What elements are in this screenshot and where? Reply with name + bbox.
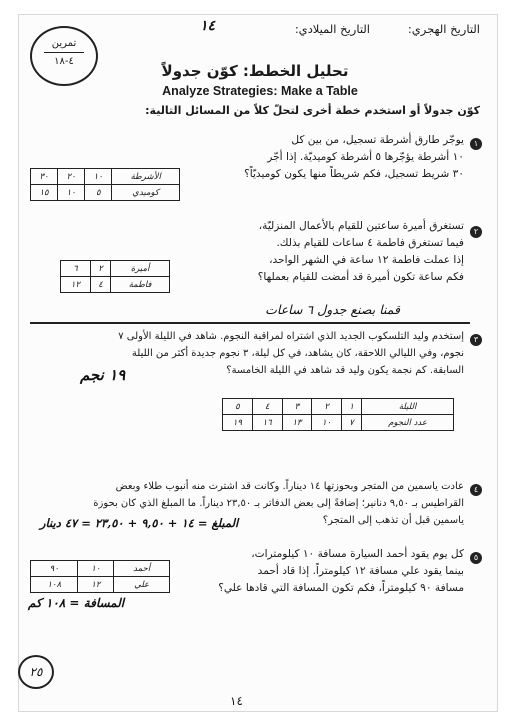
table-cell: ١٠٨ <box>31 577 78 593</box>
table-row <box>61 277 170 293</box>
problem-4-line: عادت ياسمين من المتجر وبحوزتها ١٤ ديناراً. وكانت قد اشترت منه أنبوب طلاء وبعض <box>115 481 464 492</box>
table-cell: ٥ <box>85 185 112 201</box>
problem-number-5: ٥ <box>470 552 482 564</box>
table-cell: ١٠ <box>312 415 342 431</box>
table-row <box>31 185 180 201</box>
gregorian-date-label: التاريخ الميلادي: <box>294 22 370 36</box>
table-row <box>223 415 454 431</box>
problem-2-line: إذا عملت فاطمة ١٢ ساعة في الشهر الواحد، <box>269 254 464 266</box>
page-number: ١٤ <box>230 694 243 708</box>
table-cell: ١ <box>341 399 361 415</box>
problem-1-line: ١٠ أشرطة يؤجّرها ٥ أشرطة كوميديّة. إذا أجّر <box>267 151 464 163</box>
table-cell: ٧ <box>341 415 361 431</box>
table-cell: ٣ <box>282 399 312 415</box>
problem-4-line: ياسمين قبل أن تذهب إلى المتجر؟ <box>322 515 464 526</box>
problem-2-table <box>60 260 170 293</box>
table-cell: الأشرطة <box>112 169 180 185</box>
problem-number-1: ١ <box>470 138 482 150</box>
problem-number-3: ٣ <box>470 334 482 346</box>
exercise-badge <box>30 26 98 86</box>
table-cell: ١٠ <box>58 185 85 201</box>
problem-5-line: بينما يقود علي مسافة ١٢ كيلومتراً. إذا قاد أحمد <box>257 565 464 577</box>
table-row <box>61 261 170 277</box>
table-cell: ٣٠ <box>31 169 58 185</box>
problem-1-line: ٣٠ شريط تسجيل، فكم شريطاً منها يكون كوميديّاً؟ <box>244 168 464 180</box>
page-title-english: Analyze Strategies: Make a Table <box>162 84 358 98</box>
problem-2-text <box>144 218 464 286</box>
table-cell: الليلة <box>362 399 454 415</box>
problem-2-line: فكم ساعة تكون أميرة قد أمضت للقيام بعملها؟ <box>257 271 464 283</box>
problem-5-answer: المسافة = ١٠٨ كم <box>28 596 125 610</box>
table-cell: ٩٠ <box>31 561 78 577</box>
table-row <box>31 169 180 185</box>
page-circle-number: ٢٥ <box>18 655 54 689</box>
problem-number-4: ٤ <box>470 484 482 496</box>
table-cell: علي <box>114 577 170 593</box>
problem-5-table <box>30 560 170 593</box>
problem-3-line: نجوم، وفي الليالي اللاحقة، كان يشاهد، في كل ليلة، ٣ نجوم جديدة أكثر من الليلة <box>131 348 464 359</box>
table-cell: ٢ <box>312 399 342 415</box>
problem-2-line: تستغرق أميرة ساعتين للقيام بالأعمال المنزليّة، <box>258 220 464 232</box>
problem-3-answer: ١٩ نجم <box>80 366 126 384</box>
problem-1-table <box>30 168 180 201</box>
problem-4-answer: المبلغ = ١٤ + ٩,٥٠ + ٢٣,٥٠ = ٤٧ دينار <box>40 516 239 530</box>
problem-2-line: فيما تستغرق فاطمة ٤ ساعات للقيام بذلك. <box>276 237 464 249</box>
table-cell: ٢ <box>90 261 110 277</box>
table-row <box>31 577 170 593</box>
page-title-arabic: تحليل الخطط: كوّن جدولاً <box>161 62 349 80</box>
table-cell: ١٠ <box>78 561 114 577</box>
problem-3-line: إستخدم وليد التلسكوب الجديد الذي اشتراه لمراقبة النجوم. شاهد في الليلة الأولى ٧ <box>118 331 464 342</box>
table-cell: ٦ <box>61 261 91 277</box>
problem-number-2: ٢ <box>470 226 482 238</box>
table-cell: ١٦ <box>252 415 282 431</box>
table-cell: أميرة <box>111 261 170 277</box>
table-row <box>31 561 170 577</box>
table-cell: فاطمة <box>111 277 170 293</box>
table-cell: ١٠ <box>85 169 112 185</box>
table-cell: ١٢ <box>61 277 91 293</box>
table-cell: كوميدي <box>112 185 180 201</box>
instruction-text: كوّن جدولاً أو استخدم خطة أخرى لتحلّ كلاً من المسائل التالية: <box>145 104 480 117</box>
table-cell: ٥ <box>223 399 253 415</box>
problem-5-line: كل يوم يقود أحمد السيارة مسافة ١٠ كيلومترات، <box>251 548 464 560</box>
table-cell: ٢٠ <box>58 169 85 185</box>
hijri-date-label: التاريخ الهجري: <box>407 22 480 36</box>
problem-5-line: مسافة ٩٠ كيلومتراً، فكم تكون المسافة التي قادها علي؟ <box>218 582 464 594</box>
problem-1-text <box>144 132 464 183</box>
badge-label: تمرين <box>51 38 77 49</box>
problem-5-text <box>144 546 464 597</box>
table-cell: ٤ <box>252 399 282 415</box>
problem-1-line: يوجّر طارق أشرطة تسجيل، من بين كل <box>291 134 464 146</box>
badge-divider <box>44 52 84 53</box>
table-cell: عدد النجوم <box>362 415 454 431</box>
badge-code: ٤-١٨ <box>54 56 74 67</box>
table-row <box>223 399 454 415</box>
table-cell: أحمد <box>114 561 170 577</box>
table-cell: ١٢ <box>78 577 114 593</box>
divider-line <box>30 322 470 324</box>
problem-2-answer: قمنا بصنع جدول ٦ ساعات <box>265 302 400 317</box>
table-cell: ٤ <box>90 277 110 293</box>
problem-4-line: القراطيس بـ ٩,٥٠ دنانير؛ إضافةً إلى بعض الدفاتر بـ ٢٣,٥٠ ديناراً. ما المبلغ الذي كان بحوزة <box>93 498 464 509</box>
problem-3-table <box>222 398 454 431</box>
handwritten-date: ١٤ <box>200 18 216 34</box>
table-cell: ١٥ <box>31 185 58 201</box>
problem-3-line: السابقة. كم نجمة يكون وليد قد شاهد في الليلة الخامسة؟ <box>226 365 464 376</box>
table-cell: ١٣ <box>282 415 312 431</box>
table-cell: ١٩ <box>223 415 253 431</box>
